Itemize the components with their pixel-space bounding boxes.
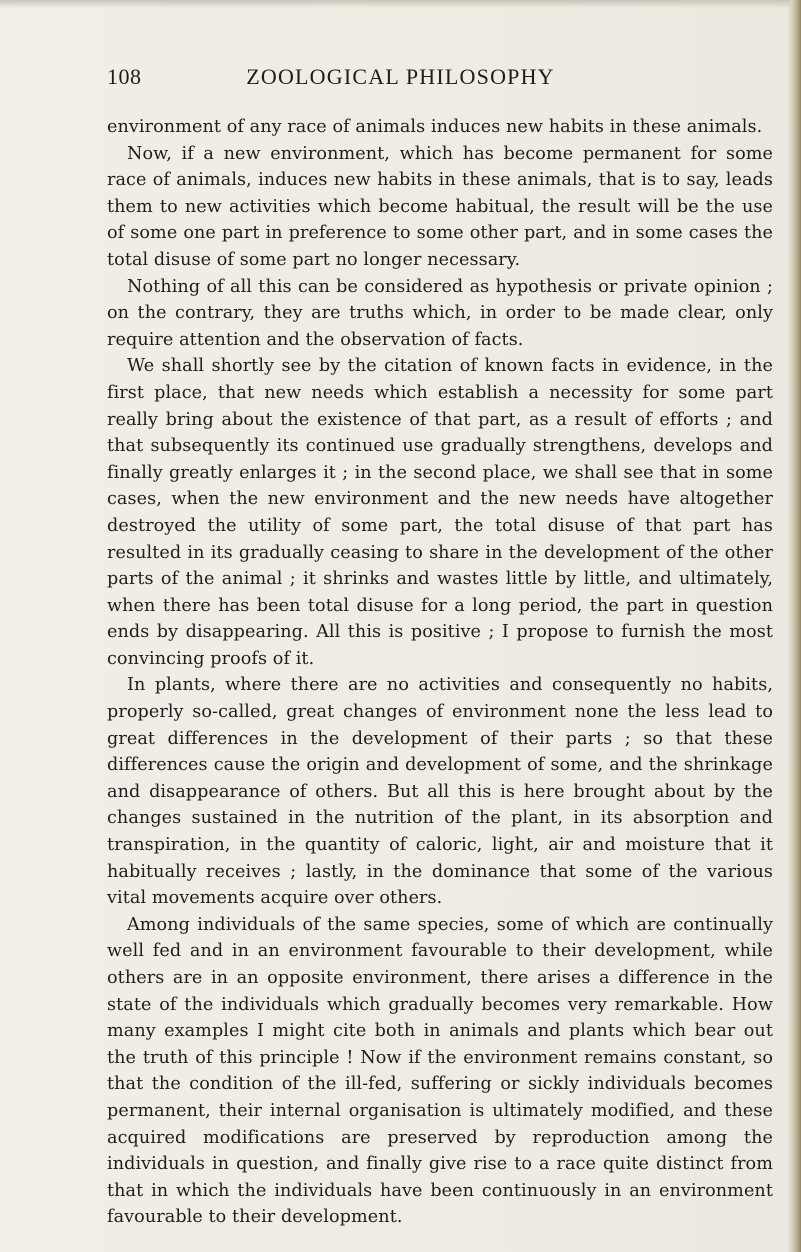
page-gutter-edge [787,0,801,1252]
paragraph: Among individuals of the same species, some of which are continually well fed and in an environment favourable to their development, while others are in an opposite environment, there arises a difference in the state of the individuals which gradually becomes very remarkable. How many examples I might cite both in animals and plants which bear out the truth of this principle ! Now if the environment remains constant, so that the condition of the ill-fed, suffering or sickly individuals becomes permanent, their internal organisation is ultimately modified, and these acquired modifications are preserved by reproduction among the individuals in question, and finally give rise to a race quite distinct from that in which the individuals have been continuously in an environment favourable to their development. [107,914,773,1228]
paragraph: Now, if a new environment, which has become permanent for some race of animals, induces new habits in these animals, that is to say, leads them to new activities which become habitual, the result will be the use of some one part in preference to some other part, and in some cases the total disuse of some part no longer necessary. [107,143,773,270]
page-header [0,64,801,98]
body-text [107,114,773,1231]
page-number: 108 [107,64,142,89]
running-head: ZOOLOGICAL PHILOSOPHY [246,64,555,89]
top-edge-shadow [0,0,801,8]
paragraph: In plants, where there are no activities and consequently no habits, properly so-called, great changes of environment none the less lead to great differences in the development of their parts ; so that these differences cause the origin and development of some, and the shrinkage and disappearance of others. But all this is here brought about by the changes sustained in the nutrition of the plant, in its absorption and transpiration, in the quantity of caloric, light, air and moisture that it habitually receives ; lastly, in the dominance that some of the various vital movements acquire over others. [107,675,773,909]
paragraph: Nothing of all this can be considered as hypothesis or private opinion ; on the contrary, they are truths which, in order to be made clear, only require attention and the observation of facts. [107,276,773,350]
paragraph: We shall shortly see by the citation of known facts in evidence, in the first place, that new needs which establish a necessity for some part really bring about the existence of that part, as a result of efforts ; and that subsequently its continued use gradually strengthens, develops and finally greatly enlarges it ; in the second place, we shall see that in some cases, when the new environment and the new needs have altogether destroyed the utility of some part, the total disuse of that part has resulted in its gradually ceasing to share in the development of the other parts of the animal ; it shrinks and wastes little by little, and ultimately, when there has been total disuse for a long period, the part in question ends by disappearing. All this is positive ; I propose to furnish the most convincing proofs of it. [107,356,773,669]
paragraph-continuation: environment of any race of animals induces new habits in these animals. [107,117,763,137]
